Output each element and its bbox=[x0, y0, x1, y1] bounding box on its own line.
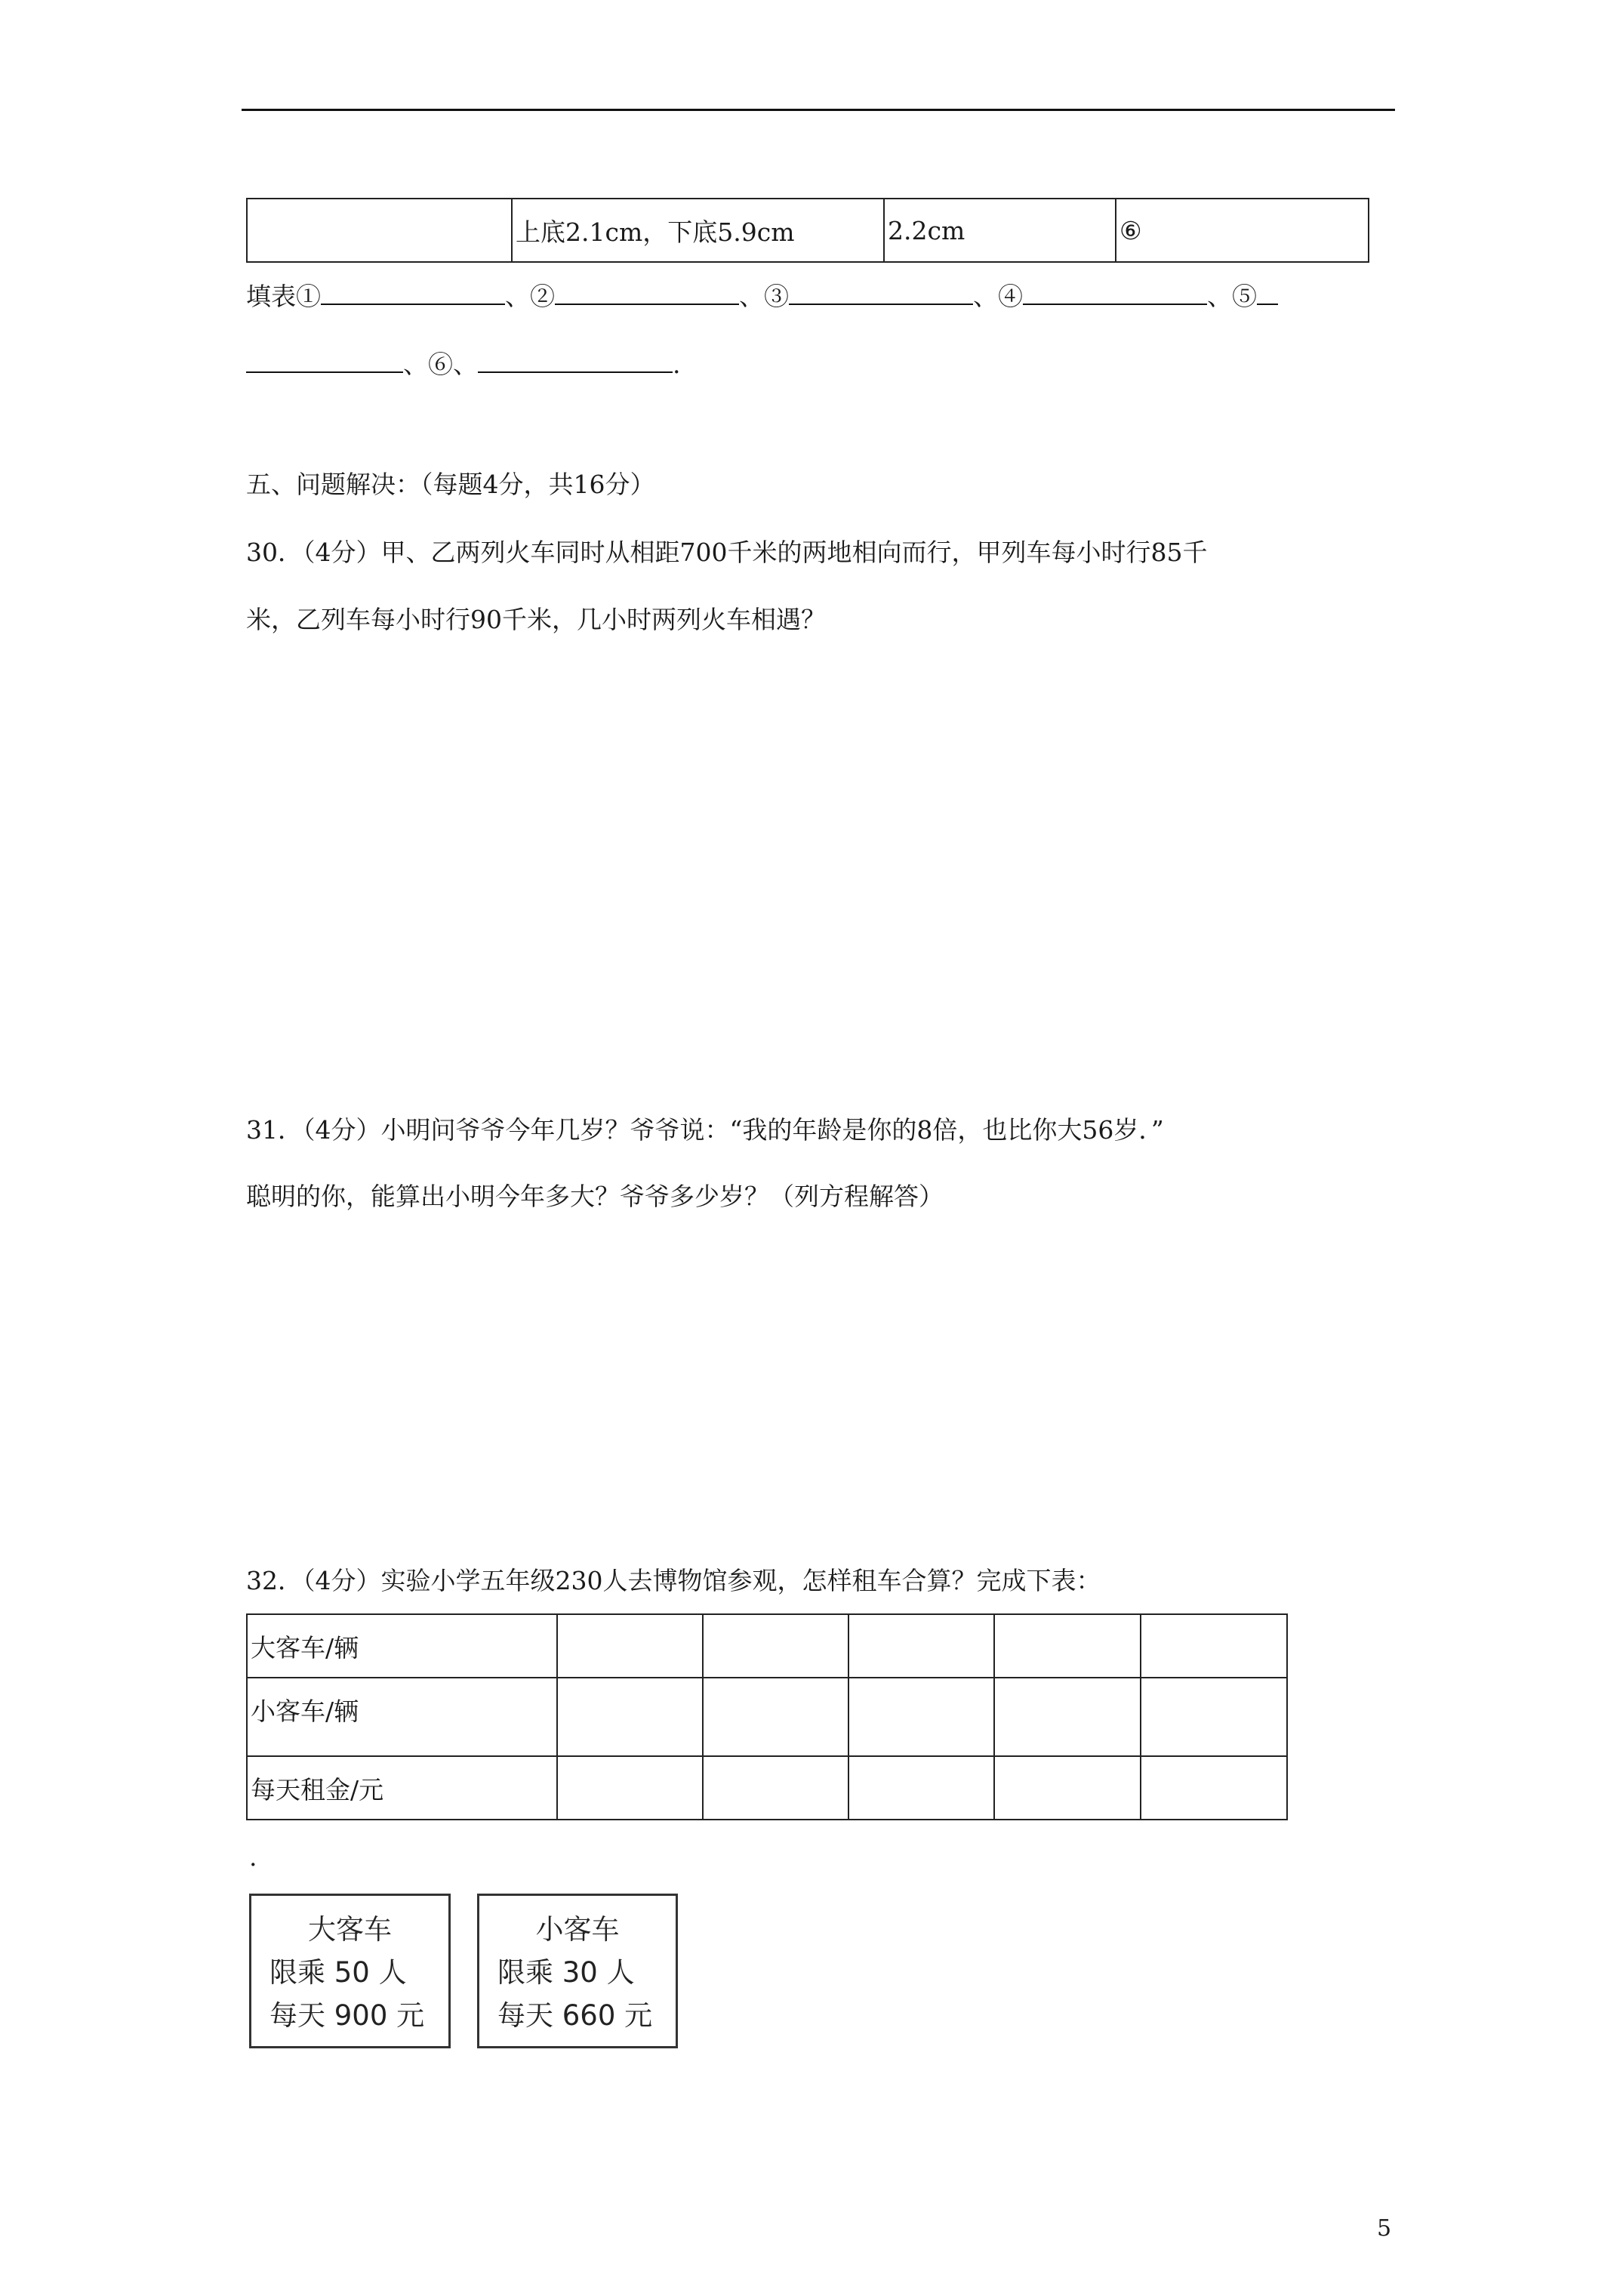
table-cell: 上底2.1cm，下底5.9cm bbox=[512, 199, 884, 262]
answer-cell[interactable] bbox=[1141, 1614, 1287, 1678]
row-header: 每天租金/元 bbox=[247, 1756, 557, 1820]
answer-cell[interactable] bbox=[557, 1614, 703, 1678]
rental-table bbox=[246, 1613, 1288, 1820]
answer-cell[interactable] bbox=[703, 1678, 848, 1756]
table-row bbox=[247, 1678, 1287, 1756]
answer-cell[interactable] bbox=[1141, 1678, 1287, 1756]
header-rule bbox=[242, 109, 1395, 111]
question-30-line-2: 米，乙列车每小时行90千米，几小时两列火车相遇？ bbox=[246, 605, 826, 634]
answer-blank-1[interactable] bbox=[321, 281, 505, 305]
answer-cell[interactable] bbox=[994, 1614, 1141, 1678]
large-bus-card bbox=[249, 1894, 451, 2048]
answer-blank-6[interactable] bbox=[478, 349, 673, 373]
answer-cell[interactable] bbox=[1141, 1756, 1287, 1820]
fill-separator: 、② bbox=[505, 282, 555, 311]
page-number: 5 bbox=[1377, 2215, 1392, 2242]
answer-cell[interactable] bbox=[994, 1756, 1141, 1820]
dimensions-table bbox=[246, 198, 1369, 263]
fill-separator: 、⑥、 bbox=[403, 350, 478, 379]
section-heading: 五、问题解决：（每题4分，共16分） bbox=[246, 470, 655, 499]
card-price: 每天 900 元 bbox=[269, 1999, 425, 2032]
small-bus-card bbox=[477, 1894, 678, 2048]
table-cell bbox=[247, 199, 512, 262]
answer-blank-3[interactable] bbox=[789, 281, 973, 305]
row-header: 小客车/辆 bbox=[247, 1678, 557, 1756]
card-title: 大客车 bbox=[308, 1913, 392, 1946]
answer-cell[interactable] bbox=[557, 1678, 703, 1756]
table-row bbox=[247, 199, 1369, 262]
question-32-line-1: 32．（4分）实验小学五年级230人去博物馆参观，怎样租车合算？完成下表： bbox=[246, 1566, 1101, 1595]
card-capacity: 限乘 30 人 bbox=[497, 1956, 635, 1989]
table-row bbox=[247, 1756, 1287, 1820]
fill-end: . bbox=[673, 350, 681, 379]
answer-cell[interactable] bbox=[703, 1756, 848, 1820]
answer-blank-5-start[interactable] bbox=[1257, 281, 1278, 305]
answer-cell[interactable] bbox=[994, 1678, 1141, 1756]
card-price: 每天 660 元 bbox=[497, 1999, 653, 2032]
answer-blank-5[interactable] bbox=[246, 349, 403, 373]
answer-cell[interactable] bbox=[703, 1614, 848, 1678]
table-cell: ⑥ bbox=[1116, 199, 1369, 262]
table-row bbox=[247, 1614, 1287, 1678]
stray-period: . bbox=[249, 1842, 257, 1872]
answer-blank-2[interactable] bbox=[555, 281, 739, 305]
answer-cell[interactable] bbox=[557, 1756, 703, 1820]
fill-separator: 、③ bbox=[739, 282, 789, 311]
fill-prefix: 填表① bbox=[246, 282, 321, 311]
fill-separator: 、⑤ bbox=[1207, 282, 1257, 311]
card-capacity: 限乘 50 人 bbox=[269, 1956, 407, 1989]
fill-separator: 、④ bbox=[973, 282, 1023, 311]
question-31-line-1: 31．（4分）小明问爷爷今年几岁？爷爷说：“我的年龄是你的8倍，也比你大56岁．” bbox=[246, 1115, 1164, 1145]
answer-cell[interactable] bbox=[848, 1614, 994, 1678]
table-cell: 2.2cm bbox=[884, 199, 1116, 262]
answer-blank-4[interactable] bbox=[1023, 281, 1207, 305]
card-title: 小客车 bbox=[535, 1913, 620, 1946]
question-30-line-1: 30．（4分）甲、乙两列火车同时从相距700千米的两地相向而行，甲列车每小时行85千 bbox=[246, 538, 1208, 567]
answer-cell[interactable] bbox=[848, 1756, 994, 1820]
question-31-line-2: 聪明的你，能算出小明今年多大？爷爷多少岁？（列方程解答） bbox=[246, 1182, 944, 1211]
answer-cell[interactable] bbox=[848, 1678, 994, 1756]
fill-in-line-2 bbox=[246, 349, 681, 380]
row-header: 大客车/辆 bbox=[247, 1614, 557, 1678]
fill-in-line-1 bbox=[246, 281, 1278, 312]
